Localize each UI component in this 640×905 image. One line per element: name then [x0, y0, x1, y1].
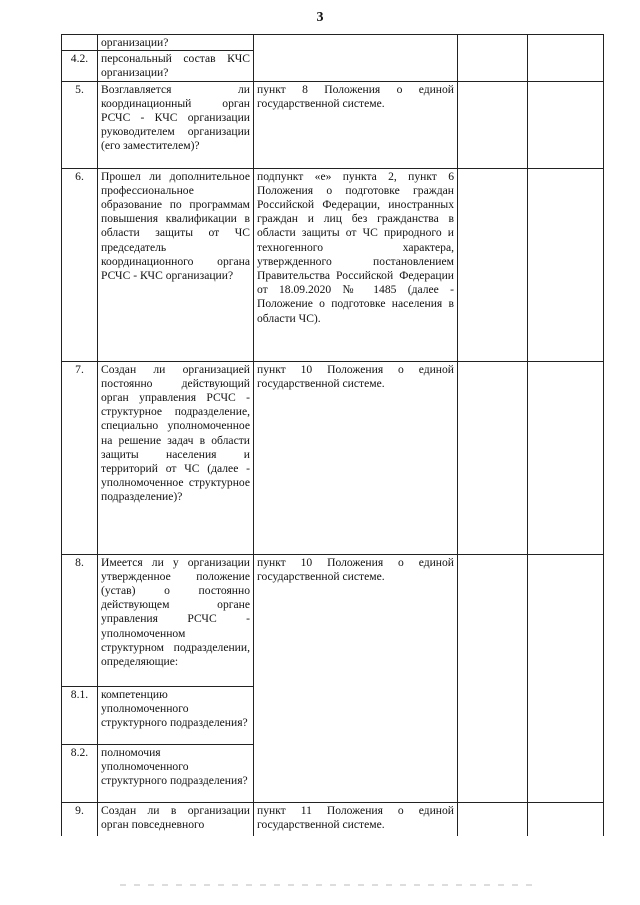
- table-row: [62, 35, 604, 51]
- question-text: компетенцию уполномоченного структурного подразделения?: [98, 686, 254, 744]
- table-row: [62, 802, 604, 836]
- row-number: 9.: [62, 802, 98, 836]
- note-cell: [528, 168, 604, 361]
- table-row: [62, 554, 604, 686]
- table-row: [62, 361, 604, 554]
- row-number: 8.: [62, 554, 98, 686]
- row-number: 8.1.: [62, 686, 98, 744]
- legal-reference: пункт 8 Положения о единой государственной системе.: [254, 81, 458, 168]
- question-text: Создан ли в организации орган повседневного: [98, 802, 254, 836]
- question-text: полномочия уполномоченного структурного подразделения?: [98, 744, 254, 802]
- question-text: Прошел ли дополнительное профессиональное образование по программам повышения квалификации в области защиты от ЧС председатель координационного органа РСЧС - КЧС организации?: [98, 168, 254, 361]
- page-number: 3: [316, 10, 324, 25]
- row-number: 7.: [62, 361, 98, 554]
- legal-reference: [254, 35, 458, 82]
- note-cell: [528, 802, 604, 836]
- legal-reference: пункт 10 Положения о единой государственной системе.: [254, 361, 458, 554]
- checklist-table: [61, 34, 604, 836]
- row-number: [62, 35, 98, 51]
- row-number: 5.: [62, 81, 98, 168]
- note-cell: [528, 554, 604, 802]
- note-cell: [528, 35, 604, 82]
- answer-cell: [458, 361, 528, 554]
- question-text: организации?: [98, 35, 254, 51]
- row-number: 4.2.: [62, 51, 98, 81]
- question-text: Имеется ли у организации утвержденное положение (устав) о постоянно действующем органе управления РСЧС - уполномоченном структурном подразделении, определяющие:: [98, 554, 254, 686]
- row-number: 8.2.: [62, 744, 98, 802]
- legal-reference: подпункт «е» пункта 2, пункт 6 Положения о подготовке граждан Российской Федерации, иностранных граждан и лиц без гражданства в области защиты от ЧС природного и техногенного характера, утвержденного постановлением Правительства Российской Федерации от 18.09.2020 № 1485 (далее - Положение о подготовке населения в области ЧС).: [254, 168, 458, 361]
- scan-artifact: [120, 884, 540, 886]
- answer-cell: [458, 168, 528, 361]
- table-row: [62, 81, 604, 168]
- note-cell: [528, 361, 604, 554]
- answer-cell: [458, 35, 528, 82]
- note-cell: [528, 81, 604, 168]
- table-row: [62, 168, 604, 361]
- answer-cell: [458, 81, 528, 168]
- question-text: персональный состав КЧС организации?: [98, 51, 254, 81]
- answer-cell: [458, 802, 528, 836]
- legal-reference: пункт 10 Положения о единой государственной системе.: [254, 554, 458, 802]
- row-number: 6.: [62, 168, 98, 361]
- question-text: Создан ли организацией постоянно действующий орган управления РСЧС - структурное подразделение, специально уполномоченное на решение задач в области защиты населения и территорий от ЧС (далее - уполномоченное структурное подразделение)?: [98, 361, 254, 554]
- answer-cell: [458, 554, 528, 802]
- question-text: Возглавляется ли координационный орган РСЧС - КЧС организации руководителем организации (его заместителем)?: [98, 81, 254, 168]
- legal-reference: пункт 11 Положения о единой государственной системе.: [254, 802, 458, 836]
